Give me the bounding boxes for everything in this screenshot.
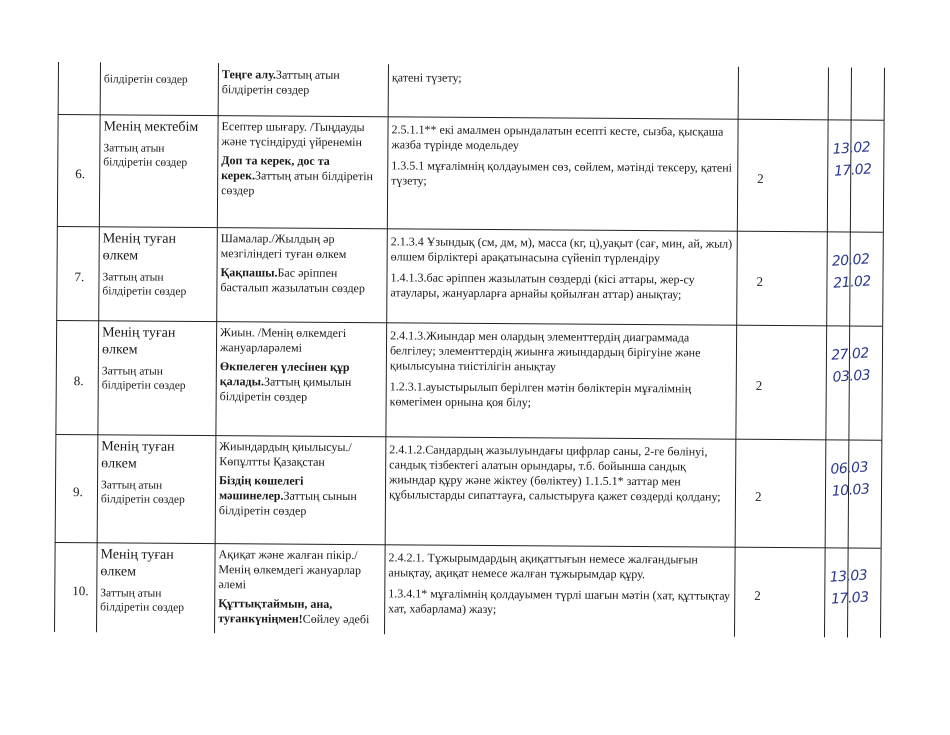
grid-vertical-line <box>54 62 59 632</box>
lesson-grammar-topic: Заттың атын білдіретін сөздер <box>221 67 340 97</box>
topic-cell <box>104 66 214 87</box>
date-entry: 20.02 <box>831 251 870 270</box>
hours-count: 2 <box>757 170 764 186</box>
handwritten-dates <box>831 342 871 388</box>
topic-cell <box>102 324 212 393</box>
topic-cell <box>101 438 211 507</box>
hours-count: 2 <box>756 273 764 289</box>
topic-title <box>104 66 214 67</box>
grid-vertical-line <box>880 68 885 638</box>
row-number: 9. <box>72 484 83 500</box>
row-number: 6. <box>75 166 86 182</box>
handwritten-dates <box>830 456 870 502</box>
standards-cell <box>391 122 733 196</box>
standard-objective: 2.4.1.3.Жиындар мен олардың элементтердің диаграммада белгілеу; элементтердің жиынға жиындардың бірігуіне және қиылысуына тиістілігін анықтау <box>389 328 701 374</box>
standard-objective: 2.4.2.1. Тұжырымдардың ақиқаттығын немесе жалғандығын анықтау, ақиқат немесе жалған тұжырымдар құру. <box>388 550 698 582</box>
date-entry: 27.02 <box>830 345 870 364</box>
lesson-grammar-topic: Заттың атын білдіретін сөздер <box>221 168 374 198</box>
date-entry: 13.02 <box>832 139 871 158</box>
standards-cell <box>390 234 732 308</box>
lesson-bold-title: Өкпелеген үлесінен құр қалады. <box>219 359 350 389</box>
handwritten-dates <box>829 564 869 610</box>
lesson-block <box>220 359 384 405</box>
standards-cell <box>388 550 730 624</box>
document-page <box>54 62 884 638</box>
lesson-cell <box>219 439 384 519</box>
lesson-bold-title: Доп та керек, дос та керек. <box>221 153 330 183</box>
date-entry: 17.02 <box>833 161 873 180</box>
standard-objective: 1.3.5.1 мұғалімнің қолдауымен сөз, сөйлем, мәтінді тексеру, қатені түзету; <box>391 158 733 188</box>
row-number: 10. <box>72 583 89 599</box>
hours-count: 2 <box>754 587 761 603</box>
lesson-grammar-topic: Заттың сынын білдіретін сөздер <box>218 488 357 518</box>
standard-objective: 2.5.1.1** екі амалмен орындалатын есепті кесте, сызба, қысқаша жазба түрінде модельдеу <box>391 122 724 153</box>
lesson-text: Ақиқат және жалған пікір./Менің өлкемдегі жануарлар әлемі <box>218 547 362 592</box>
topic-subtitle: Заттың атын білдіретін сөздер <box>103 142 188 169</box>
lesson-grammar-topic: Сөйлеу әдебі <box>302 611 370 627</box>
grid-vertical-line <box>734 67 739 637</box>
row-number: 8. <box>73 373 84 389</box>
row-number: 7. <box>74 269 85 285</box>
handwritten-dates <box>832 136 872 182</box>
standards-cell <box>392 70 734 93</box>
standard-objective: қатені түзету; <box>391 70 462 85</box>
lesson-cell <box>218 547 383 627</box>
lesson-block <box>218 596 382 627</box>
lesson-block <box>222 67 386 98</box>
lesson-text: Шамалар./Жылдың әр мезгіліндегі туған өлкем <box>220 231 347 262</box>
lesson-bold-title: Қақпашы. <box>220 265 278 280</box>
topic-cell <box>103 118 213 170</box>
date-entry: 03.03 <box>832 367 871 386</box>
lesson-cell <box>222 67 386 98</box>
date-entry: 13.03 <box>829 567 868 586</box>
date-entry: 06.03 <box>829 459 869 478</box>
lesson-bold-title: Теңге алу. <box>221 67 277 82</box>
table-body <box>58 62 884 627</box>
standard-objective: 1.3.4.1* мұғалімнің қолдауымен түрлі шағын мәтін (хат, құттықтау хат, хабарлама) жазу; <box>388 586 731 617</box>
lesson-text: Есептер шығару. /Тыңдауды және түсіндіруді үйренемін <box>221 119 365 150</box>
lesson-block <box>221 153 385 199</box>
lesson-grammar-topic: Заттың қимылын білдіретін сөздер <box>219 374 352 404</box>
lesson-text: Жиындардың қиылысуы./Көпұлтты Қазақстан <box>219 439 352 469</box>
topic-subtitle: Заттың атын білдіретін сөздер <box>101 365 186 392</box>
topic-title: Менің туған өлкем <box>101 325 176 358</box>
standard-objective: 1.2.3.1.ауыстырылып берілген мәтін бөліктерін мұғалімнің көмегімен орнына қоя білу; <box>389 379 692 410</box>
topic-cell <box>102 230 212 299</box>
topic-title: Менің туған өлкем <box>101 439 175 472</box>
lesson-block <box>220 265 384 296</box>
date-entry: 21.02 <box>832 273 872 292</box>
grid-vertical-line <box>824 67 829 637</box>
standards-cell <box>390 328 733 417</box>
topic-subtitle: Заттың атын білдіретін сөздер <box>100 479 185 506</box>
lesson-cell <box>221 119 386 199</box>
lesson-text: Жиын. /Менің өлкемдегі жануарларәлемі <box>219 325 347 355</box>
lesson-bold-title: Біздің көшелегі мәшинелер. <box>218 473 304 503</box>
lesson-grammar-topic: Бас әріппен басталып жазылатын сөздер <box>220 265 365 296</box>
topic-title: Менің мектебім <box>103 119 199 135</box>
lesson-block <box>219 473 383 519</box>
lesson-cell <box>220 231 384 296</box>
topic-subtitle: Заттың атын білдіретін сөздер <box>100 587 185 614</box>
standard-objective: 2.4.1.2.Сандардың жазылуындағы цифрлар саны, 2-ге бөлінуі, сандық тізбектегі алатын орындары, т.б. бойынша сандық жиындар құру және жіктеу (бөліктеу) 1.1.5.1* заттар мен құбылыстарды сипаттауға, салыстыруға қажет сөздерді қолдану; <box>388 442 721 504</box>
lesson-bold-title: Құттықтаймын, ана, туғанкүніңмен! <box>218 596 333 626</box>
date-entry: 10.03 <box>831 481 870 500</box>
standard-objective: 1.4.1.3.бас әріппен жазылатын сөздерді (кісі аттары, жер-су атаулары, жануарларға арнайы қойылған аттар) анықтау; <box>390 270 695 302</box>
topic-title: Менің туған өлкем <box>100 547 174 580</box>
topic-cell <box>100 546 210 615</box>
standards-cell <box>389 442 731 510</box>
hours-count: 2 <box>755 377 763 393</box>
topic-subtitle: білдіретін сөздер <box>103 73 188 86</box>
hours-count: 2 <box>754 488 762 504</box>
lesson-cell <box>220 325 385 405</box>
topic-subtitle: Заттың атын білдіретін сөздер <box>102 271 187 298</box>
standard-objective: 2.1.3.4 Ұзындық (см, дм, м), масса (кг, ц),уақыт (сағ, мин, ай, жыл) өлшем бірліктері арақатынасына сүйеніп түрлендіру <box>390 234 733 266</box>
date-entry: 17.03 <box>830 589 870 608</box>
topic-title: Менің туған өлкем <box>102 231 177 264</box>
handwritten-dates <box>831 248 871 294</box>
